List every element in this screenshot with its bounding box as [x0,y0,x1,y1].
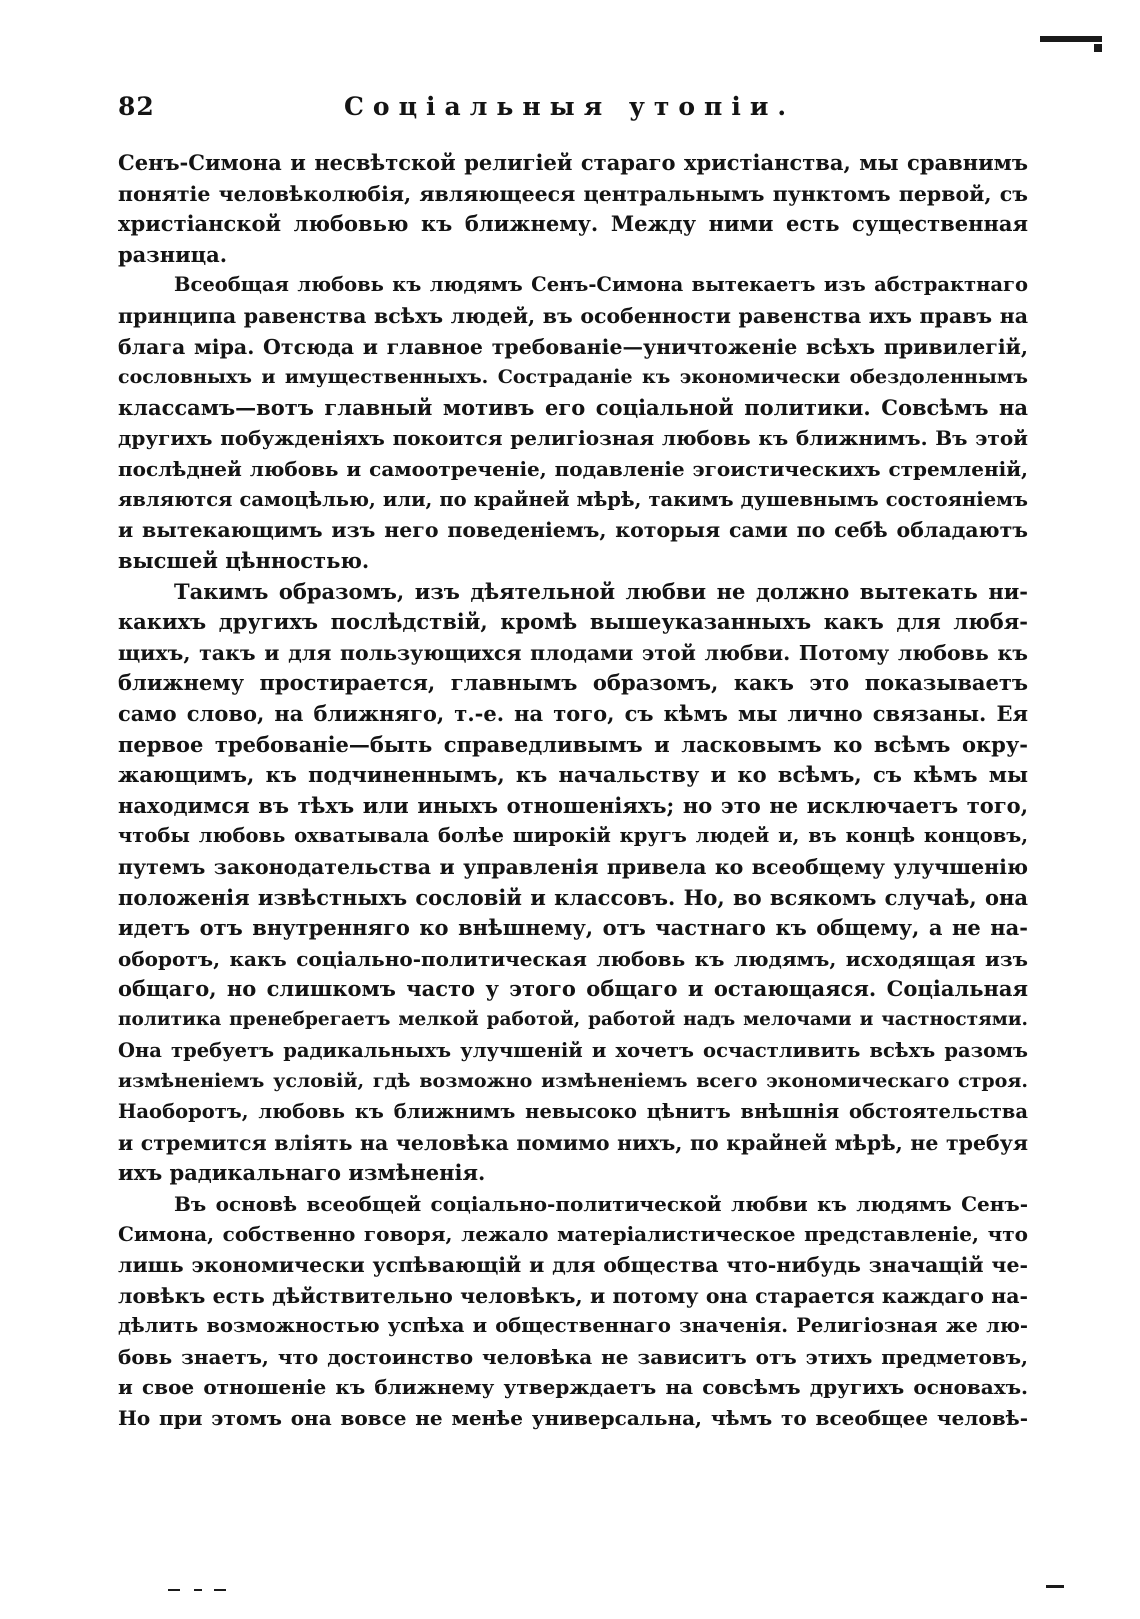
running-title: Соціальныя утопіи. [344,92,796,121]
text-line: лишь экономически успѣвающій и для общества что-нибудь значащій че- [118,1252,1028,1277]
text-line: общаго, но слишкомъ часто у этого общаго и остающаяся. Соціальная [118,976,1028,1002]
text-line: Сенъ-Симона и несвѣтской религіей стараго христіанства, мы сравнимъ [118,150,1028,175]
text-line: само слово, на ближняго, т.-е. на того, съ кѣмъ мы лично связаны. Ея [118,700,1028,726]
scan-mark-bottom-right [1046,1585,1064,1588]
text-line: какихъ другихъ послѣдствій, кромѣ вышеуказанныхъ какъ для любя- [118,609,1028,635]
text-line: Она требуетъ радикальныхъ улучшеній и хочетъ осчастливить всѣхъ разомъ [118,1038,1028,1062]
text-line: измѣненіемъ условій, гдѣ возможно измѣненіемъ всего экономическаго строя. [118,1070,1028,1093]
text-line: сословныхъ и имущественныхъ. Состраданіе къ экономически обездоленнымъ [118,366,1028,389]
text-line: политика пренебрегаетъ мелкой работой, работой надъ мелочами и частностями. [118,1009,1028,1031]
text-line: идетъ отъ внутренняго ко внѣшнему, отъ частнаго къ общему, а не на- [118,915,1028,941]
scan-mark-bottom-left-3 [214,1589,226,1591]
text-line: находимся въ тѣхъ или иныхъ отношеніяхъ; но это не исключаетъ того, [118,792,1028,818]
text-line: Всеобщая любовь къ людямъ Сенъ-Симона вытекаетъ изъ абстрактнаго [174,273,1028,297]
scan-mark-top-right [1040,36,1102,42]
text-line: ближнему простирается, главнымъ образомъ, какъ это показываетъ [118,670,1028,696]
text-line: Симона, собственно говоря, лежало матеріалистическое представленіе, что [118,1222,1028,1247]
text-line: ихъ радикальнаго измѣненія. [118,1160,486,1186]
text-line: Но при этомъ она вовсе не менѣе универсальна, чѣмъ то всеобщее человѣ- [118,1405,1028,1430]
text-line: являются самоцѣлью, или, по крайней мѣрѣ, такимъ душевнымъ состояніемъ [118,487,1028,511]
text-line: и стремится вліять на человѣка помимо нихъ, по крайней мѣрѣ, не требуя [118,1130,1028,1155]
text-line: бовь знаетъ, что достоинство человѣка не зависитъ отъ этихъ предметовъ, [118,1344,1028,1369]
text-line: Въ основѣ всеобщей соціально-политической любви къ людямъ Сенъ- [174,1191,1028,1216]
text-line: и свое отношеніе къ ближнему утверждаетъ на совсѣмъ другихъ основахъ. [118,1375,1028,1400]
text-line: оборотъ, какъ соціально-политическая любовь къ людямъ, исходящая изъ [118,946,1028,971]
text-line: Наоборотъ, любовь къ ближнимъ невысоко цѣнитъ внѣшнія обстоятельства [118,1099,1028,1123]
text-line: жающимъ, къ подчиненнымъ, къ начальству и ко всѣмъ, съ кѣмъ мы [118,762,1028,788]
text-line: и вытекающимъ изъ него поведеніемъ, которыя сами по себѣ обладаютъ [118,518,1028,543]
text-line: принципа равенства всѣхъ людей, въ особенности равенства ихъ правъ на [118,304,1028,329]
text-line: дѣлить возможностью успѣха и общественнаго значенія. Религіозная же лю- [118,1314,1028,1338]
text-line: ловѣкъ есть дѣйствительно человѣкъ, и потому она старается каждаго на- [118,1283,1028,1308]
scan-mark-top-right-dot [1094,44,1102,52]
text-line: блага міра. Отсюда и главное требованіе—уничтоженіе всѣхъ привилегій, [118,334,1028,359]
text-line: щихъ, такъ и для пользующихся плодами этой любви. Потому любовь къ [118,640,1028,665]
scan-mark-bottom-left [168,1589,180,1591]
text-line: классамъ—вотъ главный мотивъ его соціальной политики. Совсѣмъ на [118,394,1028,420]
scan-mark-bottom-left-2 [194,1589,202,1591]
text-line: путемъ законодательства и управленія привела ко всеобщему улучшенію [118,855,1028,880]
body-text [118,148,1028,1434]
page-number: 82 [118,92,155,121]
text-line: высшей цѣнностью. [118,547,370,573]
text-line: первое требованіе—быть справедливымъ и ласковымъ ко всѣмъ окру- [118,731,1028,757]
text-line: Такимъ образомъ, изъ дѣятельной любви не должно вытекать ни- [174,578,1028,604]
text-line: другихъ побужденіяхъ покоится религіозная любовь къ ближнимъ. Въ этой [118,426,1028,451]
text-line: разница. [118,241,228,267]
text-line: положенія извѣстныхъ сословій и классовъ. Но, во всякомъ случаѣ, она [118,884,1028,910]
text-line: понятіе человѣколюбія, являющееся центральнымъ пунктомъ первой, съ [118,181,1028,206]
text-line: послѣдней любовь и самоотреченіе, подавленіе эгоистическихъ стремленій, [118,457,1028,482]
text-line: христіанской любовью къ ближнему. Между ними есть существенная [118,211,1028,237]
text-line: чтобы любовь охватывала болѣе широкій кругъ людей и, въ концѣ концовъ, [118,824,1028,848]
page-header [118,92,1028,132]
